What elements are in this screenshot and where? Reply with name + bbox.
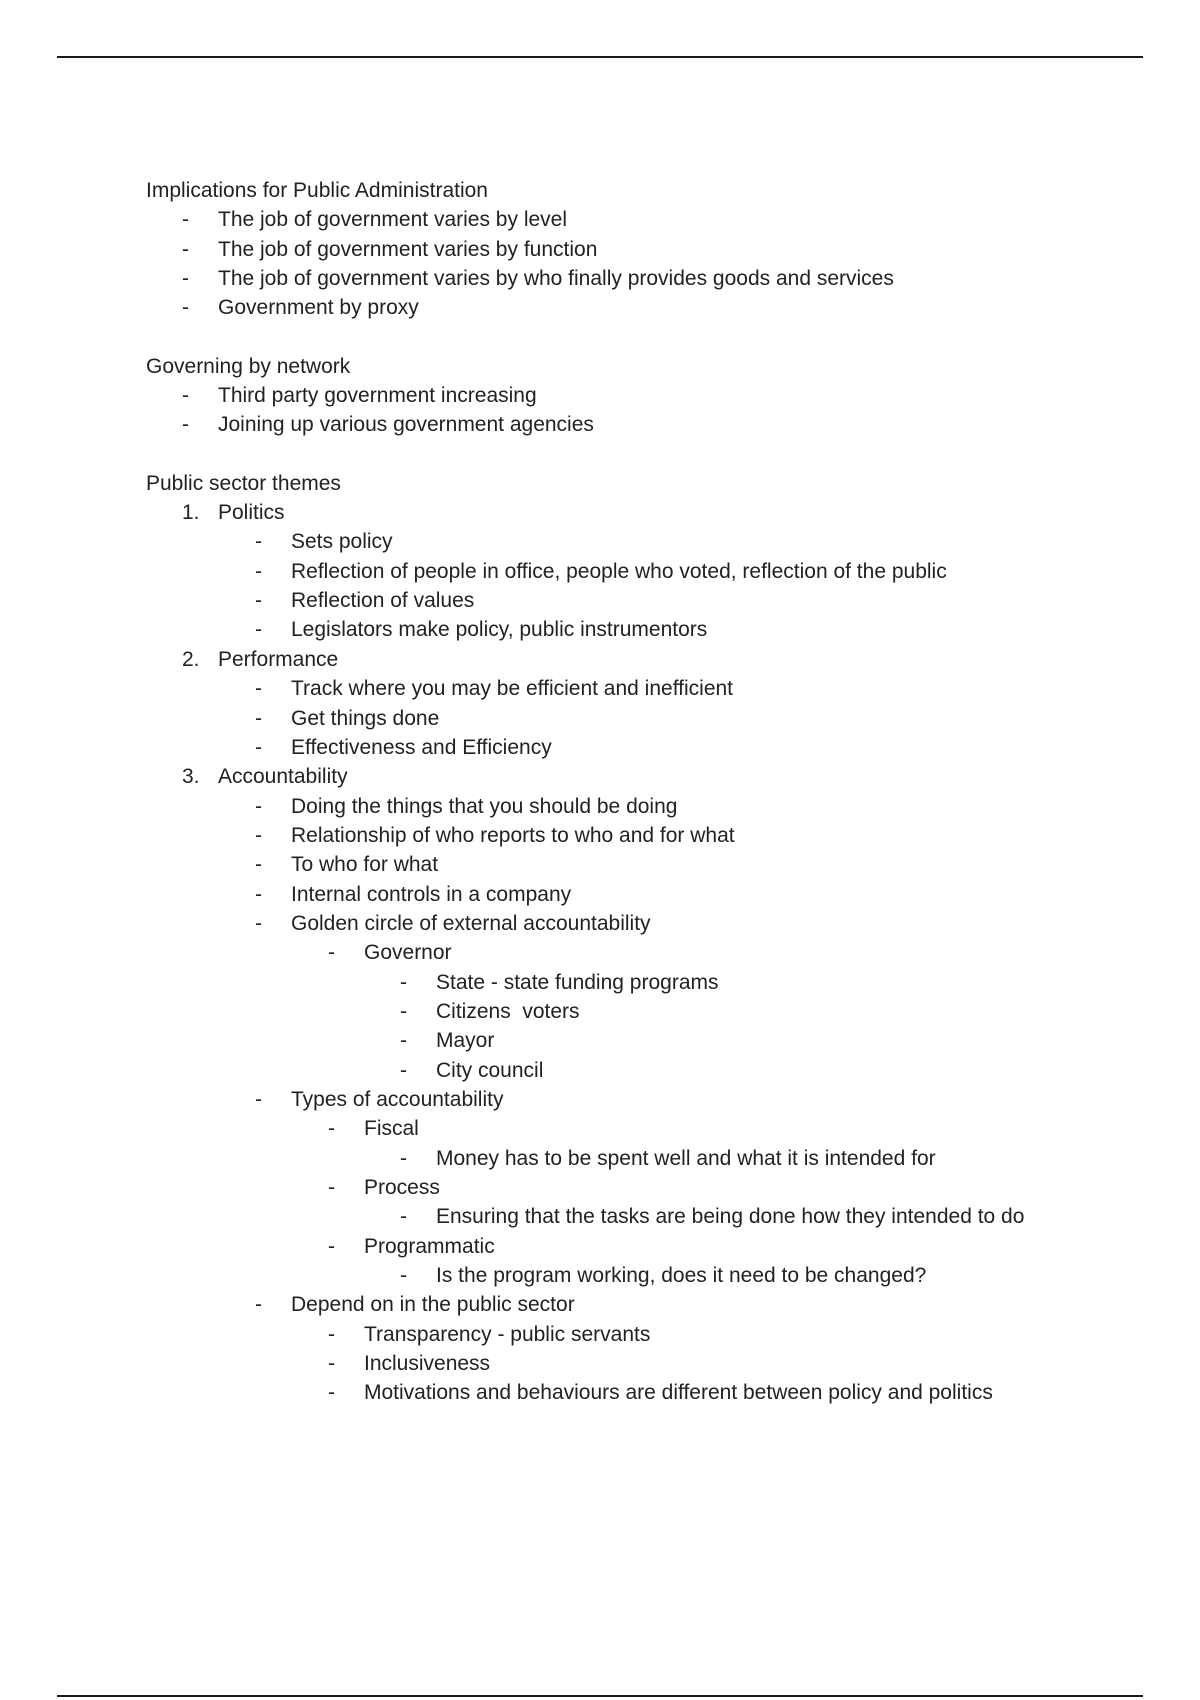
document-body xyxy=(146,176,1146,1408)
numbered-item-politics xyxy=(146,498,1146,527)
list-item-text: Sets policy xyxy=(291,530,393,554)
list-item xyxy=(146,850,1146,879)
list-item-text: State - state funding programs xyxy=(436,970,719,994)
list-item xyxy=(146,1261,1146,1290)
dash-bullet: - xyxy=(400,999,407,1023)
list-item xyxy=(146,792,1146,821)
list-item xyxy=(146,1056,1146,1085)
dash-bullet: - xyxy=(182,267,189,291)
list-item-types-of-accountability xyxy=(146,1085,1146,1114)
dash-bullet: - xyxy=(328,1352,335,1376)
header-rule xyxy=(57,56,1143,58)
list-item xyxy=(146,527,1146,556)
list-item-text: The job of government varies by who finally provides goods and services xyxy=(218,267,894,291)
dash-bullet: - xyxy=(255,618,262,642)
list-item-text: Types of accountability xyxy=(291,1087,504,1111)
dash-bullet: - xyxy=(255,1293,262,1317)
list-number: 2. xyxy=(182,647,200,671)
list-item xyxy=(146,205,1146,234)
list-item xyxy=(146,704,1146,733)
dash-bullet: - xyxy=(182,208,189,232)
section-heading: Governing by network xyxy=(146,354,351,378)
list-item-text: Third party government increasing xyxy=(218,384,537,408)
dash-bullet: - xyxy=(182,384,189,408)
dash-bullet: - xyxy=(400,1264,407,1288)
dash-bullet: - xyxy=(400,1029,407,1053)
dash-bullet: - xyxy=(182,296,189,320)
dash-bullet: - xyxy=(400,970,407,994)
list-item xyxy=(146,1349,1146,1378)
list-item-text: Inclusiveness xyxy=(364,1352,491,1376)
dash-bullet: - xyxy=(255,706,262,730)
list-item-governor xyxy=(146,938,1146,967)
theme-title: Performance xyxy=(218,647,339,671)
dash-bullet: - xyxy=(182,413,189,437)
list-item-text: Process xyxy=(364,1176,440,1199)
dash-bullet: - xyxy=(328,1234,335,1258)
dash-bullet: - xyxy=(255,911,262,935)
numbered-item-accountability xyxy=(146,762,1146,791)
list-item-text: Government by proxy xyxy=(218,296,419,320)
list-item xyxy=(146,909,1146,938)
dash-bullet: - xyxy=(400,1205,407,1229)
list-item-text: Relationship of who reports to who and for what xyxy=(291,823,735,847)
list-item-text: Governor xyxy=(364,941,452,965)
list-item xyxy=(146,1378,1146,1407)
list-item-text: To who for what xyxy=(291,853,439,877)
list-item-text: City council xyxy=(436,1058,544,1082)
list-item xyxy=(146,293,1146,322)
dash-bullet: - xyxy=(255,882,262,906)
dash-bullet: - xyxy=(255,1087,262,1111)
dash-bullet: - xyxy=(255,794,262,818)
list-item xyxy=(146,733,1146,762)
list-item xyxy=(146,264,1146,293)
dash-bullet: - xyxy=(400,1146,407,1170)
theme-title: Accountability xyxy=(218,765,348,789)
list-item-depend-on xyxy=(146,1290,1146,1319)
list-item xyxy=(146,968,1146,997)
section-implications xyxy=(146,176,1146,323)
list-item xyxy=(146,235,1146,264)
list-item-text: Ensuring that the tasks are being done how they intended to do xyxy=(436,1205,1025,1229)
list-item-text: Transparency - public servants xyxy=(364,1322,651,1346)
list-item-programmatic xyxy=(146,1232,1146,1261)
list-item xyxy=(146,1202,1146,1231)
list-item-text: Golden circle of external accountability xyxy=(291,911,651,935)
list-item-text: Motivations and behaviours are different between policy and politics xyxy=(364,1381,993,1405)
list-item-text: Reflection of values xyxy=(291,589,475,613)
dash-bullet: - xyxy=(255,559,262,583)
dash-bullet: - xyxy=(182,237,189,261)
dash-bullet: - xyxy=(255,823,262,847)
section-heading: Implications for Public Administration xyxy=(146,179,488,202)
list-item-text: Citizens voters xyxy=(436,999,580,1023)
theme-title: Politics xyxy=(218,501,285,525)
list-item-fiscal xyxy=(146,1114,1146,1143)
list-item xyxy=(146,381,1146,410)
section-heading: Public sector themes xyxy=(146,471,341,495)
list-item-text: Effectiveness and Efficiency xyxy=(291,735,552,759)
list-item xyxy=(146,1026,1146,1055)
list-item-text: Track where you may be efficient and inefficient xyxy=(291,677,734,701)
numbered-item-performance xyxy=(146,645,1146,674)
dash-bullet: - xyxy=(328,1322,335,1346)
list-item xyxy=(146,1320,1146,1349)
list-item xyxy=(146,615,1146,644)
list-item-text: The job of government varies by function xyxy=(218,237,598,261)
dash-bullet: - xyxy=(328,1117,335,1141)
list-number: 3. xyxy=(182,765,200,789)
list-item-text: Get things done xyxy=(291,706,440,730)
list-item-text: Mayor xyxy=(436,1029,495,1053)
list-item-text: Depend on in the public sector xyxy=(291,1293,575,1317)
section-governing-by-network xyxy=(146,352,1146,440)
list-item xyxy=(146,821,1146,850)
list-item-text: Reflection of people in office, people who voted, reflection of the public xyxy=(291,559,947,583)
list-item xyxy=(146,1144,1146,1173)
dash-bullet: - xyxy=(328,1176,335,1199)
list-item-text: Internal controls in a company xyxy=(291,882,572,906)
dash-bullet: - xyxy=(255,677,262,701)
list-number: 1. xyxy=(182,501,200,525)
dash-bullet: - xyxy=(255,589,262,613)
list-item xyxy=(146,997,1146,1026)
list-item-text: Fiscal xyxy=(364,1117,419,1141)
dash-bullet: - xyxy=(255,735,262,759)
list-item-text: Legislators make policy, public instrumentors xyxy=(291,618,708,642)
list-item-process xyxy=(146,1173,1146,1202)
list-item-text: Programmatic xyxy=(364,1234,495,1258)
list-item-text: Money has to be spent well and what it is intended for xyxy=(436,1146,936,1170)
dash-bullet: - xyxy=(255,853,262,877)
list-item xyxy=(146,410,1146,439)
dash-bullet: - xyxy=(328,941,335,965)
dash-bullet: - xyxy=(255,530,262,554)
list-item xyxy=(146,586,1146,615)
section-public-sector-themes xyxy=(146,469,1146,1408)
footer-rule xyxy=(57,1695,1143,1697)
dash-bullet: - xyxy=(328,1381,335,1405)
list-item xyxy=(146,880,1146,909)
list-item-text: Joining up various government agencies xyxy=(218,413,594,437)
list-item xyxy=(146,557,1146,586)
list-item xyxy=(146,674,1146,703)
list-item-text: The job of government varies by level xyxy=(218,208,568,232)
list-item-text: Doing the things that you should be doing xyxy=(291,794,678,818)
list-item-text: Is the program working, does it need to be changed? xyxy=(436,1264,927,1288)
dash-bullet: - xyxy=(400,1058,407,1082)
